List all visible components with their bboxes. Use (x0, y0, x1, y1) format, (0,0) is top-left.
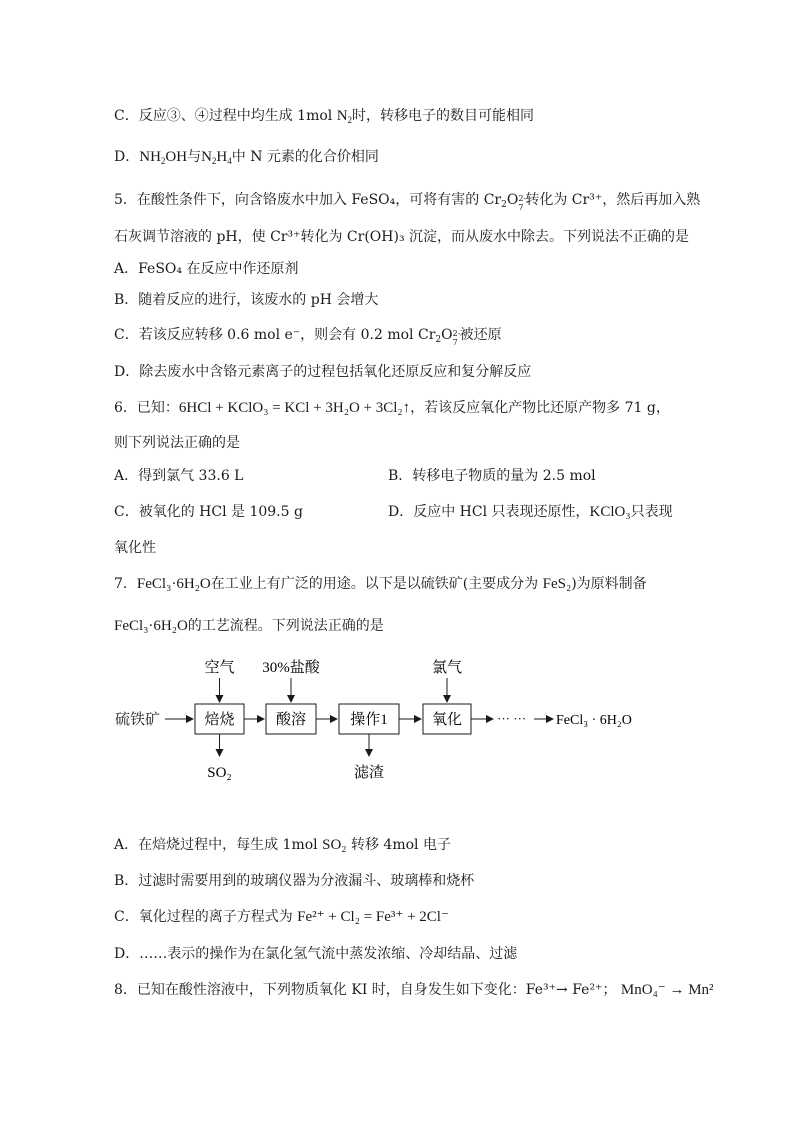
q8-stem-line1 (114, 980, 714, 1000)
q6-option-a: A．得到氯气 33.6 L (114, 468, 244, 484)
flow-step-dissolve: 酸溶 (275, 712, 307, 728)
flow-step-oxidize: 氧化 (431, 712, 463, 728)
q5-stem-part-c: 转化为 Cr³⁺，然后再加入熟 (525, 192, 701, 208)
q7-option-a-text: A．在焙烧过程中，每生成 1mol (114, 837, 323, 853)
q5-option-d: D．除去废水中含铬元素离子的过程包括氧化还原反应和复分解反应 (114, 364, 532, 380)
q8-stem-text: 8．已知在酸性溶液中，下列物质氧化 KI 时，自身发生如下变化：Fe³⁺→ Fe²⁺； (114, 982, 621, 998)
q5-stem-part-a: 5．在酸性条件下，向含铬废水中加入 FeSO₄，可将有害的 Cr (114, 192, 502, 208)
flow-input-label: 硫铁矿 (115, 712, 161, 728)
q7-option-d: D．……表示的操作为在氯化氢气流中蒸发浓缩、冷却结晶、过滤 (114, 946, 518, 962)
q7-option-b: B．过滤时需要用到的玻璃仪器为分液漏斗、玻璃棒和烧杯 (114, 873, 475, 889)
flow-product: FeCl₃ · 6H₂O (556, 713, 632, 728)
q7-stem-line1 (114, 574, 647, 594)
q4-option-c-text: C．反应③、④过程中均生成 1mol (114, 108, 337, 124)
q6-stem-post: ，若该反应氧化产物比还原产物多 71 g， (410, 400, 670, 416)
kclo3-formula: KClO₃ (589, 504, 631, 520)
q7-ionic-equation: Fe²⁺ + Cl₂ = Fe³⁺ + 2Cl⁻ (297, 909, 449, 925)
q5-stem-part-b: O (506, 192, 519, 208)
fecl3-formula-2: FeCl₃·6H₂O (114, 618, 188, 634)
flow-ellipsis: ··· ··· (497, 711, 527, 726)
process-flow-diagram (0, 650, 793, 800)
q6-option-d-text: D．反应中 HCl 只表现还原性， (388, 504, 590, 520)
q5-option-c-mid: O (441, 327, 453, 343)
flow-add-air: 空气 (204, 660, 235, 676)
q7-stem-post: )为原料制备 (571, 576, 647, 592)
q8-mno4-change: MnO₄⁻ → Mn² (620, 982, 714, 998)
q5-stem-line2: 石灰调节溶液的 pH，使 Cr³⁺转化为 Cr(OH)₃ 沉淀，而从废水中除去。下列说法不正确的是 (114, 229, 690, 245)
q6-option-d (388, 502, 673, 522)
flow-step-operation1: 操作1 (350, 712, 388, 728)
flow-add-hcl: 30%盐酸 (262, 660, 320, 676)
q7-option-a-tail: 转移 4mol 电子 (346, 837, 451, 853)
flow-step-roast: 焙烧 (204, 712, 235, 728)
q4-option-d-tail: 中 N 元素的化合价相同 (231, 149, 379, 165)
q6-option-d-cont: 氧化性 (114, 540, 156, 556)
q7-stem-line2 (114, 616, 384, 636)
q6-option-b: B．转移电子物质的量为 2.5 mol (388, 468, 596, 484)
n2-formula: $N_2$ (336, 108, 353, 125)
flow-out-residue: 滤渣 (353, 765, 385, 781)
q5-stem-line1: 5．在酸性条件下，向含铬废水中加入 FeSO₄，可将有害的 $Cr_2O$ 2- 7 转化为 Cr³⁺，然后再加入熟 (114, 192, 701, 212)
q4-option-d-label: D． (114, 149, 140, 165)
q5-option-c: C．若该反应转移 0.6 mol e⁻，则会有 0.2 mol $Cr_2O$ 2- 7 被还原 (114, 327, 502, 347)
q7-option-c (114, 907, 449, 927)
q4-option-c (114, 106, 534, 130)
q6-stem-pre: 6．已知： (114, 400, 179, 416)
q7-stem-mid: 在工业上有广泛的用途。以下是以硫铁矿(主要成分为 (210, 576, 543, 592)
q7-option-a (114, 835, 451, 855)
q5-option-a: A．FeSO₄ 在反应中作还原剂 (114, 261, 299, 277)
dichromate-charge-2: 2- 7 (452, 329, 461, 347)
q5-option-c-tail: 被还原 (459, 327, 502, 343)
fes2-formula: FeS₂ (542, 576, 572, 592)
q6-option-d-tail: 只表现 (630, 504, 673, 520)
q7-option-c-text: C．氧化过程的离子方程式为 (114, 909, 298, 925)
flow-add-chlorine: 氯气 (431, 660, 463, 676)
q5-option-c-text: C．若该反应转移 0.6 mol e⁻，则会有 0.2 mol Cr (114, 327, 436, 343)
q4-option-d-mid: 与 (187, 149, 202, 165)
q7-stem-num: 7． (114, 576, 137, 592)
so2-formula: SO₂ (322, 837, 347, 853)
q5-option-b: B．随着反应的进行，该废水的 pH 会增大 (114, 292, 379, 308)
fecl3-formula: FeCl₃·6H₂O (136, 576, 211, 592)
q7-stem2-post: 的工艺流程。下列说法正确的是 (187, 618, 384, 634)
dichromate-charge: 2- 7 (518, 194, 527, 212)
q4-option-d (114, 147, 379, 171)
nh2oh-formula: $NH_2OH$ (139, 149, 188, 166)
q4-option-c-tail: 时，转移电子的数目可能相同 (352, 108, 535, 124)
flow-out-so2: SO₂ (207, 765, 232, 781)
q6-stem-line1 (114, 398, 670, 418)
q6-stem-line2: 则下列说法正确的是 (114, 435, 240, 451)
q6-option-c: C．被氧化的 HCl 是 109.5 g (114, 504, 303, 520)
q6-equation: 6HCl + KClO₃ = KCl + 3H₂O + 3Cl₂↑ (178, 400, 411, 416)
n2h4-formula: $N_2H_4$ (201, 149, 232, 166)
